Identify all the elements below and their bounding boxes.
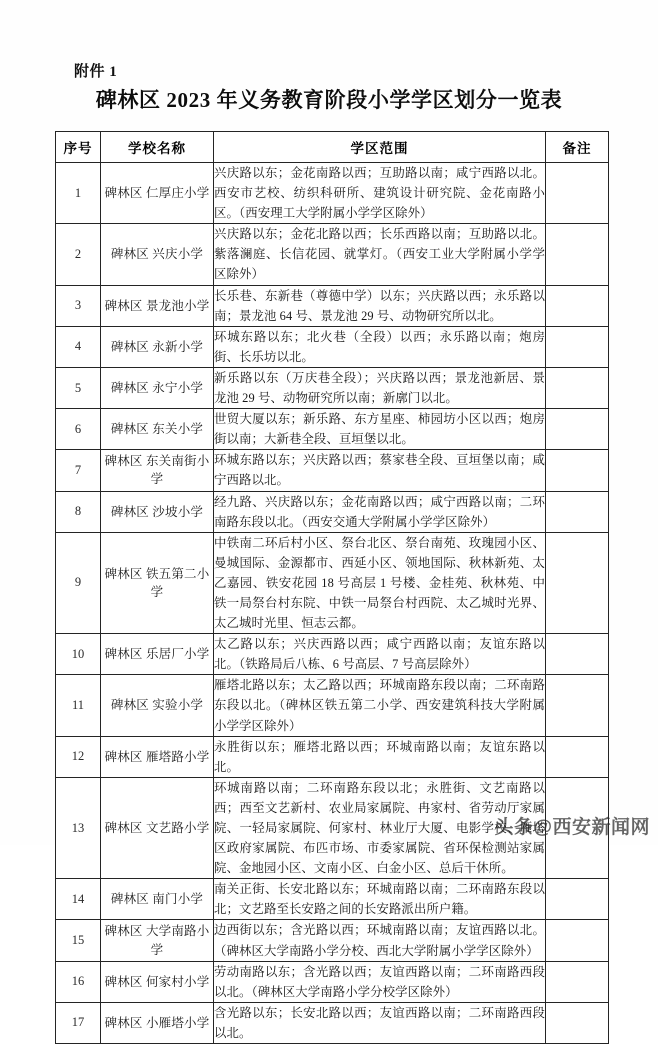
cell-index: 11 [56, 675, 101, 736]
cell-school: 碑林区 永新小学 [101, 326, 214, 367]
column-header-index: 序号 [56, 132, 101, 163]
table-body [56, 163, 609, 1044]
table-row [56, 491, 609, 532]
table-header [56, 132, 609, 163]
cell-school: 碑林区 铁五第二小学 [101, 532, 214, 633]
cell-index: 10 [56, 634, 101, 675]
school-district-table [55, 131, 609, 1044]
cell-index: 8 [56, 491, 101, 532]
cell-remark [546, 224, 609, 285]
cell-remark [546, 163, 609, 224]
table-row [56, 367, 609, 408]
cell-school: 碑林区 永宁小学 [101, 367, 214, 408]
table-row [56, 285, 609, 326]
cell-remark [546, 777, 609, 878]
cell-index: 14 [56, 879, 101, 920]
cell-remark [546, 450, 609, 491]
cell-index: 13 [56, 777, 101, 878]
table-row [56, 961, 609, 1002]
cell-index: 15 [56, 920, 101, 961]
cell-range: 太乙路以东；兴庆西路以西；咸宁西路以南；友谊东路以北。（铁路局后八栋、6 号高层、7 号高层除外） [214, 634, 546, 675]
cell-range: 世贸大厦以东；新乐路、东方星座、柿园坊小区以西；炮房街以南；大新巷全段、亘垣堡以北。 [214, 409, 546, 450]
cell-range: 长乐巷、东新巷（尊德中学）以东；兴庆路以西；永乐路以南；景龙池 64 号、景龙池 29 号、动物研究所以北。 [214, 285, 546, 326]
cell-school: 碑林区 雁塔路小学 [101, 736, 214, 777]
table-row [56, 777, 609, 878]
cell-remark [546, 367, 609, 408]
attachment-label: 附件 1 [74, 64, 118, 80]
cell-remark [546, 285, 609, 326]
cell-school: 碑林区 文艺路小学 [101, 777, 214, 878]
cell-school: 碑林区 乐居厂小学 [101, 634, 214, 675]
cell-index: 6 [56, 409, 101, 450]
cell-index: 1 [56, 163, 101, 224]
table-row [56, 163, 609, 224]
cell-school: 碑林区 东关南街小学 [101, 450, 214, 491]
cell-school: 碑林区 景龙池小学 [101, 285, 214, 326]
cell-school: 碑林区 小雁塔小学 [101, 1002, 214, 1043]
cell-school: 碑林区 大学南路小学 [101, 920, 214, 961]
cell-range: 兴庆路以东；金花北路以西；长乐西路以南；互助路以北。紫落澜庭、长信花园、就掌灯。（西安工业大学附属小学学区除外） [214, 224, 546, 285]
cell-range: 雁塔北路以东；太乙路以西；环城南路东段以南；二环南路东段以北。（碑林区铁五第二小学、西安建筑科技大学附属小学学区除外） [214, 675, 546, 736]
cell-index: 3 [56, 285, 101, 326]
cell-range: 环城南路以南；二环南路东段以北；永胜街、文艺南路以西；西至文艺新村、农业局家属院、冉家村、省劳动厅家属院、一轻局家属院、何家村、林业厅大厦、电影学校、雁塔区政府家属院、布匹市场、市委家属院、省环保检测站家属院、金地园小区、文南小区、白金小区、总后干休所。 [214, 777, 546, 878]
table-row [56, 450, 609, 491]
cell-remark [546, 920, 609, 961]
cell-index: 12 [56, 736, 101, 777]
table-row [56, 736, 609, 777]
cell-remark [546, 491, 609, 532]
cell-range: 新乐路以东（万庆巷全段）；兴庆路以西；景龙池新居、景龙池 29 号、动物研究所以南；新廓门以北。 [214, 367, 546, 408]
page-title: 碑林区 2023 年义务教育阶段小学学区划分一览表 [95, 88, 563, 112]
cell-remark [546, 675, 609, 736]
cell-remark [546, 326, 609, 367]
cell-remark [546, 532, 609, 633]
cell-range: 劳动南路以东；含光路以西；友谊西路以南；二环南路西段以北。（碑林区大学南路小学分校学区除外） [214, 961, 546, 1002]
cell-remark [546, 1002, 609, 1043]
cell-index: 4 [56, 326, 101, 367]
column-header-remark: 备注 [546, 132, 609, 163]
cell-range: 环城东路以东；北火巷（全段）以西；永乐路以南；炮房街、长乐坊以北。 [214, 326, 546, 367]
cell-school: 碑林区 何家村小学 [101, 961, 214, 1002]
table-row [56, 1002, 609, 1043]
column-header-range: 学区范围 [214, 132, 546, 163]
cell-index: 16 [56, 961, 101, 1002]
cell-range: 环城东路以东；兴庆路以西；蔡家巷全段、亘垣堡以南；咸宁西路以北。 [214, 450, 546, 491]
cell-range: 经九路、兴庆路以东；金花南路以西；咸宁西路以南；二环南路东段以北。（西安交通大学附属小学学区除外） [214, 491, 546, 532]
table-row [56, 675, 609, 736]
cell-range: 边西街以东；含光路以西；环城南路以南；友谊西路以北。（碑林区大学南路小学分校、西北大学附属小学学区除外） [214, 920, 546, 961]
table-row [56, 326, 609, 367]
table-row [56, 532, 609, 633]
cell-index: 9 [56, 532, 101, 633]
cell-school: 碑林区 沙坡小学 [101, 491, 214, 532]
cell-remark [546, 879, 609, 920]
table-row [56, 879, 609, 920]
cell-index: 17 [56, 1002, 101, 1043]
table-header-row [56, 132, 609, 163]
cell-range: 兴庆路以东；金花南路以西；互助路以南；咸宁西路以北。西安市艺校、纺织科研所、建筑设计研究院、金花南路小区。（西安理工大学附属小学学区除外） [214, 163, 546, 224]
cell-remark [546, 409, 609, 450]
cell-remark [546, 736, 609, 777]
cell-school: 碑林区 实验小学 [101, 675, 214, 736]
column-header-school: 学校名称 [101, 132, 214, 163]
cell-range: 永胜街以东；雁塔北路以西；环城南路以南；友谊东路以北。 [214, 736, 546, 777]
cell-range: 南关正街、长安北路以东；环城南路以南；二环南路东段以北；文艺路至长安路之间的长安路派出所户籍。 [214, 879, 546, 920]
cell-school: 碑林区 仁厚庄小学 [101, 163, 214, 224]
table-row [56, 409, 609, 450]
table-row [56, 224, 609, 285]
cell-school: 碑林区 南门小学 [101, 879, 214, 920]
cell-index: 7 [56, 450, 101, 491]
cell-school: 碑林区 东关小学 [101, 409, 214, 450]
cell-index: 5 [56, 367, 101, 408]
source-watermark: 头条@西安新闻网 [494, 817, 650, 838]
cell-index: 2 [56, 224, 101, 285]
cell-remark [546, 634, 609, 675]
cell-range: 中铁南二环后村小区、祭台北区、祭台南苑、玫瑰园小区、曼城国际、金源都市、西延小区、领地国际、秋林新苑、太乙嘉园、铁安花园 18 号高层 1 号楼、金桂苑、秋林苑、中铁一局祭台村东院、中铁一局祭台村西院、太乙城时光界、太乙城时光里、恒志云都。 [214, 532, 546, 633]
cell-school: 碑林区 兴庆小学 [101, 224, 214, 285]
cell-range: 含光路以东；长安北路以西；友谊西路以南；二环南路西段以北。 [214, 1002, 546, 1043]
table-row [56, 920, 609, 961]
cell-remark [546, 961, 609, 1002]
school-district-table-container [55, 131, 608, 1044]
table-row [56, 634, 609, 675]
